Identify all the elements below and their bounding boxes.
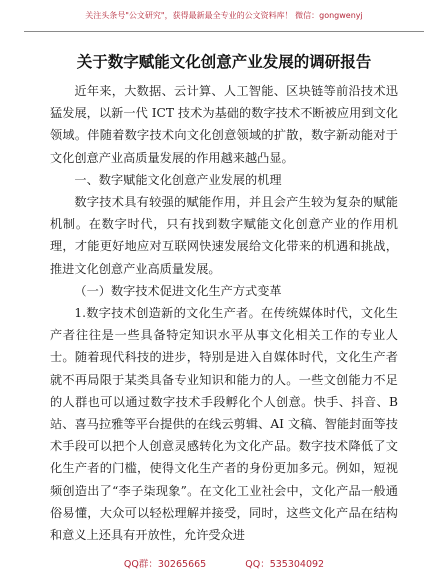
- intro-paragraph: 近年来，大数据、云计算、人工智能、区块链等前沿技术迅猛发展，以新一代 ICT 技术为基础的数字技术不断被应用到文化领域。伴随着数字技术向文化创意领域的扩散，数字新动能对于文化创意产业高质量发展的作用越来越凸显。: [50, 84, 398, 165]
- subsection-heading-1: （一）数字技术促进文化生产方式变革: [74, 283, 282, 298]
- footer: [0, 556, 448, 570]
- header-banner: 关注头条号"公文研究"，获得最新最全专业的公文资料库！ 微信：gongwenyj: [85, 11, 363, 20]
- document-body: [50, 80, 398, 546]
- header-divider: [24, 31, 424, 32]
- document-title: 关于数字赋能文化创意产业发展的调研报告: [76, 53, 372, 71]
- footer-qq: QQ：535304092: [245, 559, 325, 570]
- section-heading-1: 一、数字赋能文化创意产业发展的机理: [74, 172, 282, 187]
- section-1-paragraph: 数字技术具有较强的赋能作用，并且会产生较为复杂的赋能机制。在数字时代，只有找到数字赋能文化创意产业的作用机理，才能更好地应对互联网快速发展给文化带来的机遇和挑战，推进文化创意产业高质量发展。: [50, 195, 398, 276]
- subsection-1-paragraph: 1.数字技术创造新的文化生产者。在传统媒体时代，文化生产者往往是一些具备特定知识水平从事文化相关工作的专业人士。随着现代科技的进步，特别是进入自媒体时代，文化生产者就不再局限于某类具备专业知识和能力的人。一些文创能力不足的人群也可以通过数字技术手段孵化个人创意。快手、抖音、B 站、喜马拉雅等平台提供的在线云剪辑、AI 文稿、智能封面等技术手段可以把个人创意灵感转化为文化产品。数字技术降低了文化生产者的门槛，使得文化生产者的身份更加多元。例如，短视频创造出了“李子柒现象”。在文化工业社会中，文化产品一般通俗易懂，大众可以轻松理解并接受，同时，这些文化产品在结构和意义上还具有开放性，允许受众进: [50, 306, 398, 543]
- footer-qq-group: QQ群：30265665: [123, 559, 207, 570]
